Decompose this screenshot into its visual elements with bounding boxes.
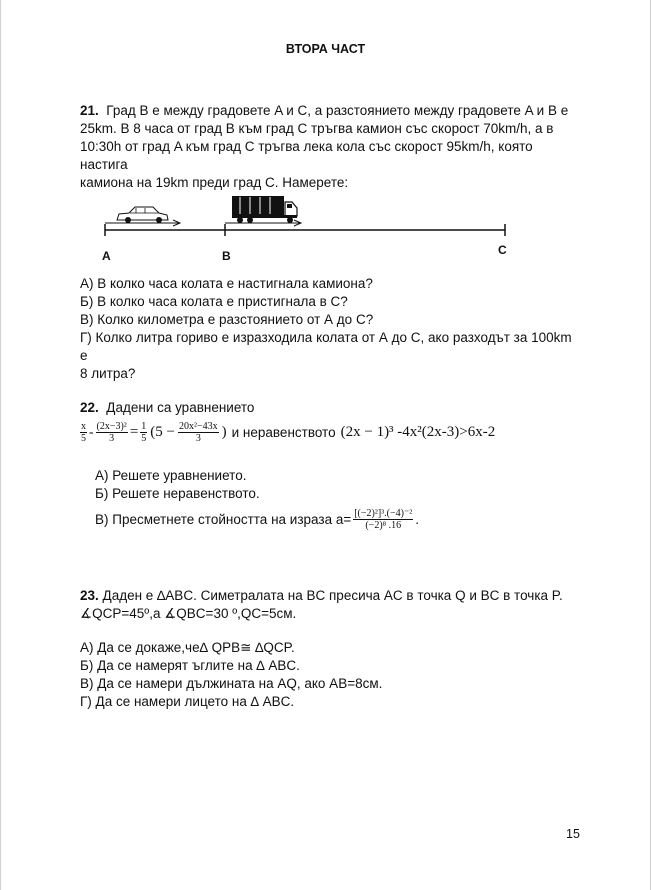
minus-sign: -: [89, 424, 94, 439]
problem-23-line-2: ∡QCP=45º,а ∡QBC=30 º,QC=5см.: [80, 606, 297, 621]
question-22b: Б) Решете неравенството.: [95, 486, 260, 501]
problem-21-line-4: камиона на 19km преди град C. Намерете:: [80, 175, 349, 190]
problem-21-line-1-text: Град B е между градовете A и C, а разстоянието между градовете A и B е: [106, 103, 569, 118]
equals-sign: =: [129, 423, 139, 440]
point-label-b: B: [222, 249, 231, 263]
page-number: 15: [566, 827, 580, 841]
problem-21-number: 21.: [80, 103, 99, 118]
question-22c: [95, 502, 419, 536]
problem-23-line-1: [80, 587, 580, 605]
fraction-3: $\frac{1}{5}$: [141, 420, 147, 444]
question-22a: А) Решете уравнението.: [95, 468, 247, 483]
fraction-1: $\frac{x}{5}$: [81, 420, 86, 444]
problem-22-intro-text: Дадени са уравнението: [106, 400, 255, 415]
point-label-c: C: [498, 243, 507, 257]
problem-21-questions: [80, 275, 580, 383]
question-21c: В) Колко километра е разстоянието от А до С?: [80, 312, 374, 327]
problem-23-questions: [80, 639, 580, 711]
point-label-a: A: [102, 249, 111, 263]
question-21a: А) В колко часа колата е настигнала камиона?: [80, 276, 373, 291]
question-22c-end: .: [415, 511, 420, 527]
truck-icon: [232, 196, 297, 223]
question-23b: Б) Да се намерят ъглите на ∆ ABC.: [80, 658, 300, 673]
problem-23-line-1-text: Даден е ∆ABC. Симетралата на BC пресича AC в точка Q и BC в точка P.: [102, 588, 563, 603]
question-21b: Б) В колко часа колата е пристигнала в С?: [80, 294, 348, 309]
problem-23-text: [80, 587, 580, 623]
connector-text: и неравенството: [231, 424, 336, 440]
paren-close: ): [221, 423, 227, 440]
question-23c: В) Да се намери дължината на AQ, ако AB=8см.: [80, 676, 383, 691]
problem-22-equation: [80, 415, 495, 449]
problem-21-line-2: 25km. В 8 часа от град B към град C тръгва камион със скорост 70km/h, а в: [80, 121, 554, 136]
car-icon: [117, 207, 168, 223]
fraction-5: $\frac{\text{[(−2)²]³.(−4)⁻²}}{\text{(−2)⁸ .16}}$: [354, 507, 413, 531]
inequality: (2x − 1)³ -4x²(2x-3)>6x-2: [340, 423, 496, 440]
problem-21-line-3: 10:30h от град A към град C тръгва лека кола със скорост 95km/h, която настига: [80, 139, 533, 172]
problem-22-number: 22.: [80, 400, 99, 415]
question-21d-cont: 8 литра?: [80, 366, 136, 381]
question-23d: Г) Да се намери лицето на ∆ ABC.: [80, 694, 295, 709]
problem-23-number: 23.: [80, 588, 99, 603]
question-22c-label: В) Пресметнете стойността на израза a=: [95, 511, 352, 527]
paren-open: (5 −: [150, 423, 175, 440]
section-title: ВТОРА ЧАСТ: [285, 42, 366, 56]
problem-21-line-1: [80, 102, 580, 120]
fraction-2: $\frac{\text{(2x−3)²}}{3}$: [96, 420, 127, 444]
problem-21-diagram: [95, 190, 520, 240]
fraction-4: $\frac{\text{20x²−43x}}{3}$: [179, 420, 218, 444]
page-edge-left: [0, 0, 1, 890]
problem-22-intro: [80, 400, 254, 415]
question-21d: Г) Колко литра гориво е изразходила колата от А до С, ако разходът за 100km е: [80, 330, 572, 363]
question-23a: А) Да се докаже,че∆ QPB≅ ∆QCP.: [80, 640, 295, 655]
problem-21-text: [80, 102, 580, 192]
